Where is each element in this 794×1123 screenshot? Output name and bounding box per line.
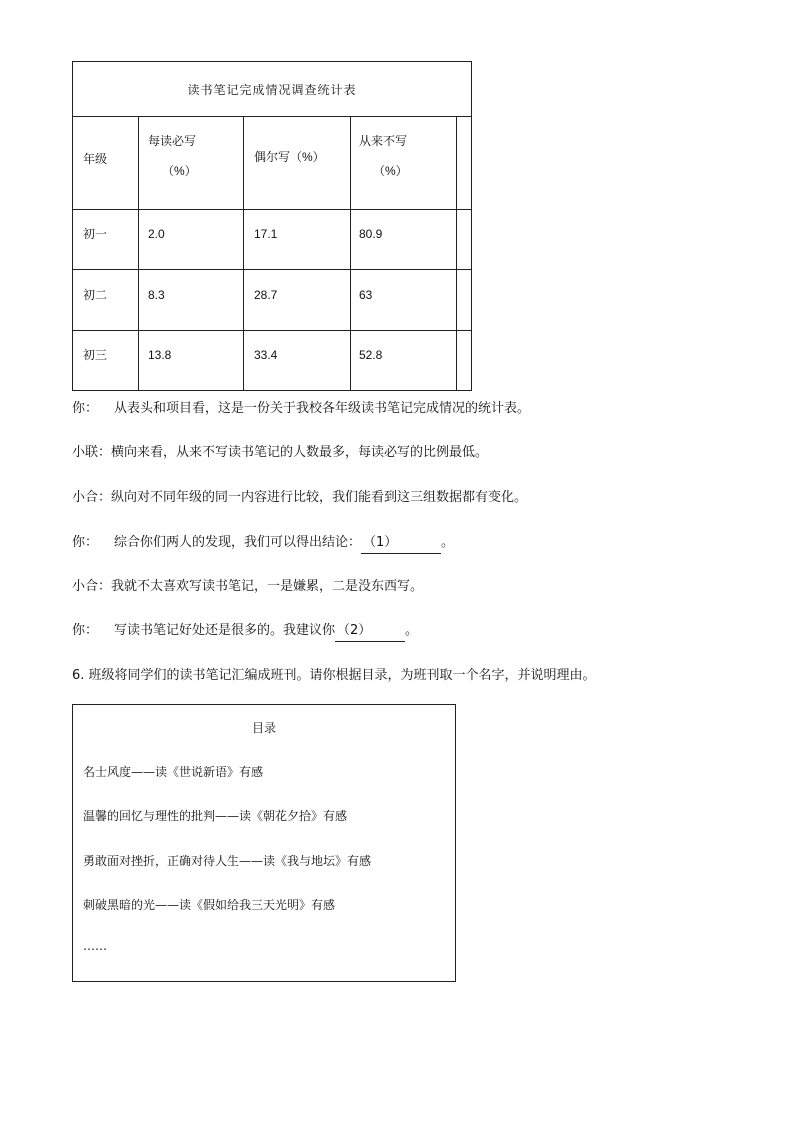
table-divider bbox=[456, 117, 457, 390]
row2-sometimes: 28.7 bbox=[254, 288, 278, 302]
header-always-unit: （%） bbox=[162, 164, 197, 178]
table-title: 读书笔记完成情况调查统计表 bbox=[73, 62, 471, 117]
header-never-unit: （%） bbox=[373, 164, 408, 178]
contents-entry: 名士风度——读《世说新语》有感 bbox=[83, 765, 264, 779]
row3-grade: 初三 bbox=[83, 348, 108, 362]
survey-table bbox=[72, 61, 472, 391]
answer-blank-1[interactable]: （1） bbox=[361, 533, 441, 554]
contents-entry: …… bbox=[83, 939, 107, 953]
row3-sometimes: 33.4 bbox=[254, 348, 278, 362]
header-never bbox=[359, 126, 408, 186]
row1-always: 2.0 bbox=[148, 227, 165, 241]
dialogue-text: 横向来看，从来不写读书笔记的人数最多，每读必写的比例最低。 bbox=[111, 445, 489, 460]
row3-never: 52.8 bbox=[359, 348, 383, 362]
row3-always: 13.8 bbox=[148, 348, 172, 362]
row1-sometimes: 17.1 bbox=[254, 227, 278, 241]
table-divider bbox=[243, 117, 244, 390]
question-text: 6. 班级将同学们的读书笔记汇编成班刊。请你根据目录，为班刊取一个名字，并说明理由。 bbox=[72, 668, 596, 683]
contents-entry: 刺破黑暗的光——读《假如给我三天光明》有感 bbox=[83, 898, 336, 912]
dialogue-end: 。 bbox=[441, 535, 455, 550]
dialogue-end: 。 bbox=[405, 623, 419, 638]
table-divider bbox=[73, 269, 471, 270]
dialogue-line bbox=[72, 621, 418, 642]
dialogue-text: 我就不太喜欢写读书笔记，一是嫌累，二是没东西写。 bbox=[111, 579, 424, 594]
header-grade: 年级 bbox=[83, 152, 108, 166]
row2-grade: 初二 bbox=[83, 288, 108, 302]
dialogue-text: 综合你们两人的发现，我们可以得出结论： bbox=[114, 535, 362, 550]
table-divider bbox=[138, 117, 139, 390]
dialogue-line bbox=[72, 399, 530, 419]
speaker: 你： bbox=[72, 401, 99, 416]
header-always bbox=[148, 126, 197, 186]
dialogue-line bbox=[72, 533, 454, 554]
contents-entry: 温馨的回忆与理性的批判——读《朝花夕拾》有感 bbox=[83, 809, 348, 823]
table-divider bbox=[73, 209, 471, 210]
contents-title: 目录 bbox=[251, 721, 276, 735]
header-always-label: 每读必写 bbox=[148, 134, 197, 148]
contents-box bbox=[72, 704, 456, 982]
speaker: 小联： bbox=[72, 445, 112, 460]
speaker: 你： bbox=[72, 623, 99, 638]
speaker: 小合： bbox=[72, 579, 112, 594]
table-divider bbox=[350, 117, 351, 390]
speaker: 小合： bbox=[72, 490, 112, 505]
header-sometimes: 偶尔写（%） bbox=[254, 150, 325, 164]
header-never-label: 从来不写 bbox=[359, 134, 408, 148]
dialogue-line bbox=[72, 488, 527, 508]
row1-grade: 初一 bbox=[83, 227, 108, 241]
row1-never: 80.9 bbox=[359, 227, 383, 241]
row2-always: 8.3 bbox=[148, 288, 165, 302]
contents-entry: 勇敢面对挫折，正确对待人生——读《我与地坛》有感 bbox=[83, 854, 372, 868]
speaker: 你： bbox=[72, 535, 99, 550]
dialogue-text: 从表头和项目看，这是一份关于我校各年级读书笔记完成情况的统计表。 bbox=[114, 401, 531, 416]
dialogue-line bbox=[72, 443, 488, 463]
row2-never: 63 bbox=[359, 288, 373, 302]
table-divider bbox=[73, 330, 471, 331]
dialogue-text: 写读书笔记好处还是很多的。我建议你 bbox=[114, 623, 336, 638]
answer-blank-2[interactable]: （2） bbox=[335, 621, 405, 642]
dialogue-text: 纵向对不同年级的同一内容进行比较，我们能看到这三组数据都有变化。 bbox=[111, 490, 528, 505]
dialogue-line bbox=[72, 577, 423, 597]
